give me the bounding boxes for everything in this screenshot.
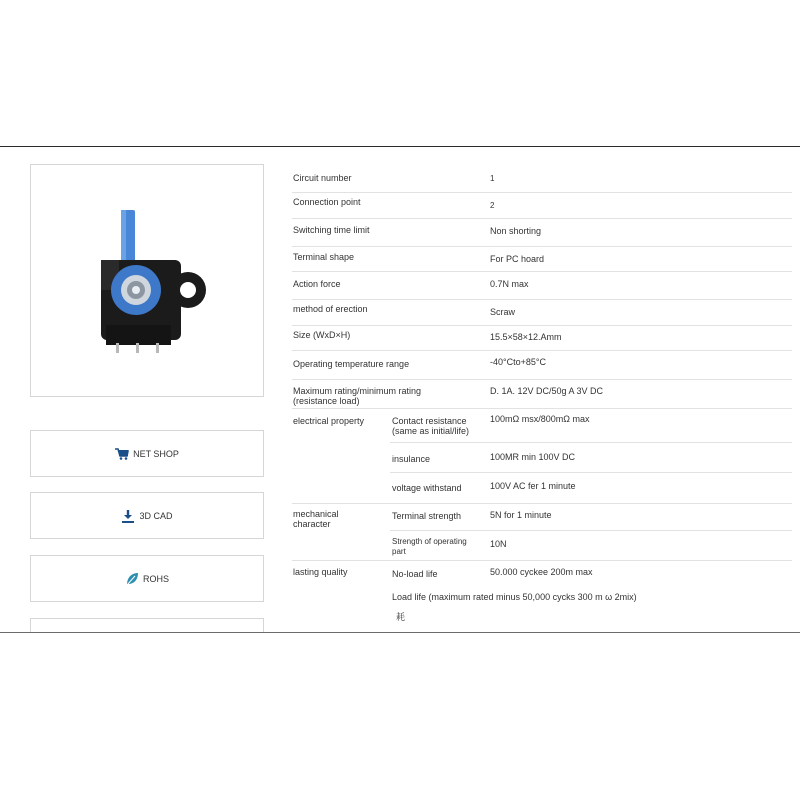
spec-sub-label: Terminal strength	[392, 511, 462, 521]
rohs-label: ROHS	[142, 573, 169, 584]
spec-row-operating-temp	[292, 350, 792, 380]
product-section	[0, 147, 800, 632]
net-shop-label: NET SHOP	[133, 448, 179, 459]
spec-row-connection-point	[292, 192, 792, 219]
spec-row-switching-time	[292, 218, 792, 247]
download-icon	[121, 509, 135, 523]
spec-group-label-line1: mechanical	[293, 509, 339, 519]
row-divider	[390, 442, 792, 443]
spec-note: 耗	[396, 612, 406, 622]
spec-value: 100MR min 100V DC	[490, 452, 576, 462]
spec-label: method of erection	[293, 304, 368, 314]
spec-sub-label: voltage withstand	[392, 483, 462, 493]
spec-value: 10N	[490, 539, 507, 549]
spec-value: 100mΩ msx/800mΩ max	[490, 414, 590, 424]
spec-load-life: Load life (maximum rated minus 50,000 cycks 300 m ω 2mix)	[392, 592, 637, 602]
spec-group-label: lasting quality	[293, 567, 348, 577]
spec-row-terminal-shape	[292, 246, 792, 272]
spec-label: Circuit number	[293, 173, 352, 183]
spec-value: 15.5×58×12.Amm	[490, 332, 562, 342]
spec-label: Switching time limit	[293, 225, 370, 235]
spec-label: Terminal shape	[293, 252, 355, 262]
net-shop-button[interactable]	[30, 430, 264, 477]
spec-label-line2: (resistance load)	[293, 396, 360, 406]
spec-value: 2	[490, 201, 495, 210]
spec-label-line1: Maximum rating/minimum rating	[293, 386, 422, 396]
bottom-divider	[0, 632, 800, 633]
spec-value: 5N for 1 minute	[490, 510, 552, 520]
product-image	[30, 164, 264, 397]
spec-sub-label-line1: Contact resistance	[392, 416, 467, 426]
spec-label: Size (WxD×H)	[293, 330, 351, 340]
spec-value: 1	[490, 174, 495, 183]
spec-row-method-erection	[292, 299, 792, 326]
spec-value: D. 1A. 12V DC/50g A 3V DC	[490, 386, 604, 396]
spec-group-electrical	[292, 408, 792, 504]
spec-group-label: electrical property	[293, 416, 365, 426]
spec-value: 100V AC fer 1 minute	[490, 481, 576, 491]
spec-value: For PC hoard	[490, 254, 545, 264]
spec-value: Scraw	[490, 307, 516, 317]
spec-value: -40°Cto+85°C	[490, 357, 546, 367]
spec-label: Operating temperature range	[293, 359, 410, 369]
spec-sub-label-line2: (same as initial/life)	[392, 426, 470, 436]
row-divider	[390, 530, 792, 531]
spec-value: 50.000 cyckee 200m max	[490, 567, 593, 577]
spec-label: Action force	[293, 279, 341, 289]
cart-icon	[115, 448, 129, 460]
spec-group-mechanical	[292, 503, 792, 561]
row-divider	[390, 472, 792, 473]
3d-cad-button[interactable]	[30, 492, 264, 539]
spec-label: Connection point	[293, 197, 361, 207]
spec-sub-label: insulance	[392, 454, 431, 464]
spec-row-circuit-number	[292, 165, 792, 192]
rohs-button[interactable]	[30, 555, 264, 602]
spec-value: 0.7N max	[490, 279, 529, 289]
leaf-icon	[125, 572, 139, 586]
encoder-illustration	[91, 205, 211, 355]
spec-row-action-force	[292, 271, 792, 300]
spec-value: Non shorting	[490, 226, 542, 236]
sidebar-extra-button[interactable]	[30, 618, 264, 632]
spec-row-max-rating	[292, 379, 792, 409]
3d-cad-label: 3D CAD	[139, 510, 173, 521]
spec-group-label-line2: character	[293, 519, 331, 529]
spec-sub-label-line2: part	[392, 547, 406, 556]
spec-sub-label-line1: Strength of operating	[392, 537, 467, 546]
spec-row-size	[292, 325, 792, 351]
spec-sub-label: No-load life	[392, 569, 438, 579]
spec-group-lasting	[292, 560, 792, 632]
